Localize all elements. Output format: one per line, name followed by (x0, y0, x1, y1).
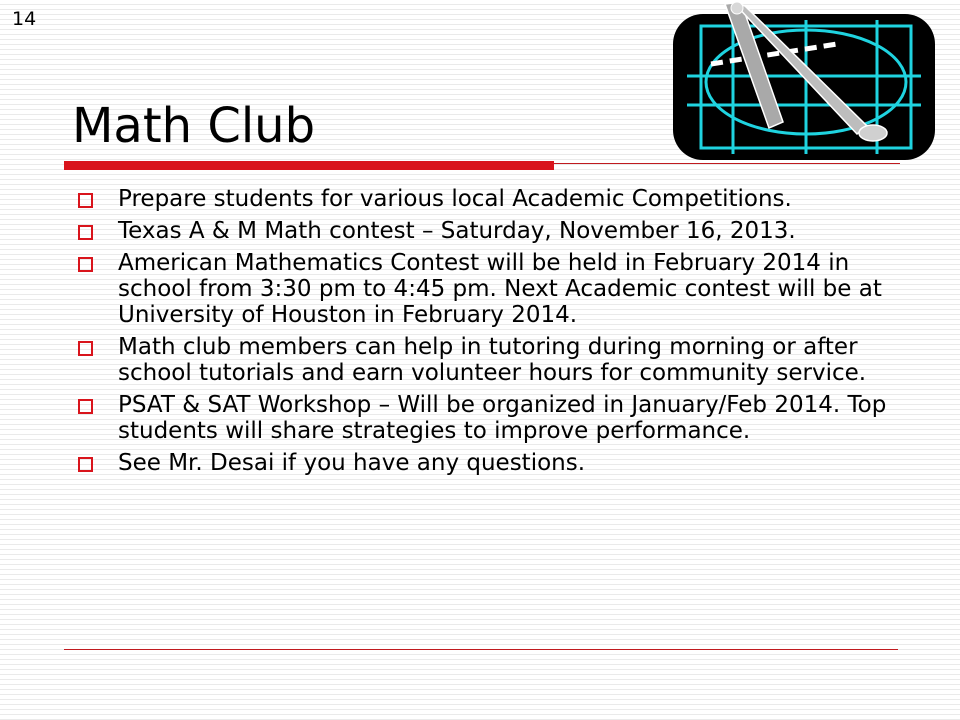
list-item (72, 218, 902, 244)
hollow-square-bullet-icon (78, 257, 93, 272)
bullet-text: Texas A & M Math contest – Saturday, November 16, 2013. (118, 218, 796, 244)
hollow-square-bullet-icon (78, 225, 93, 240)
list-item (72, 334, 902, 386)
bullet-text: See Mr. Desai if you have any questions. (118, 450, 586, 476)
compass-drawing-ellipse-icon (671, 2, 937, 162)
bullet-text: PSAT & SAT Workshop – Will be organized in January/Feb 2014. Top students will share strategies to improve performance. (118, 392, 887, 444)
bullet-list (72, 186, 902, 482)
bullet-text: Prepare students for various local Academic Competitions. (118, 186, 792, 212)
footer-divider (64, 649, 898, 650)
hollow-square-bullet-icon (78, 341, 93, 356)
list-item (72, 392, 902, 444)
list-item (72, 450, 902, 476)
page-title: Math Club (72, 98, 316, 154)
hollow-square-bullet-icon (78, 399, 93, 414)
list-item (72, 250, 902, 328)
bullet-text: Math club members can help in tutoring during morning or after school tutorials and earn volunteer hours for community service. (118, 334, 867, 386)
title-underline-thin (554, 163, 900, 164)
hollow-square-bullet-icon (78, 193, 93, 208)
title-underline-thick (64, 161, 554, 170)
list-item (72, 186, 902, 212)
bullet-text: American Mathematics Contest will be held in February 2014 in school from 3:30 pm to 4:45 pm. Next Academic contest will be at University of Houston in February 2014. (118, 250, 882, 328)
slide-number: 14 (12, 8, 37, 30)
hollow-square-bullet-icon (78, 457, 93, 472)
